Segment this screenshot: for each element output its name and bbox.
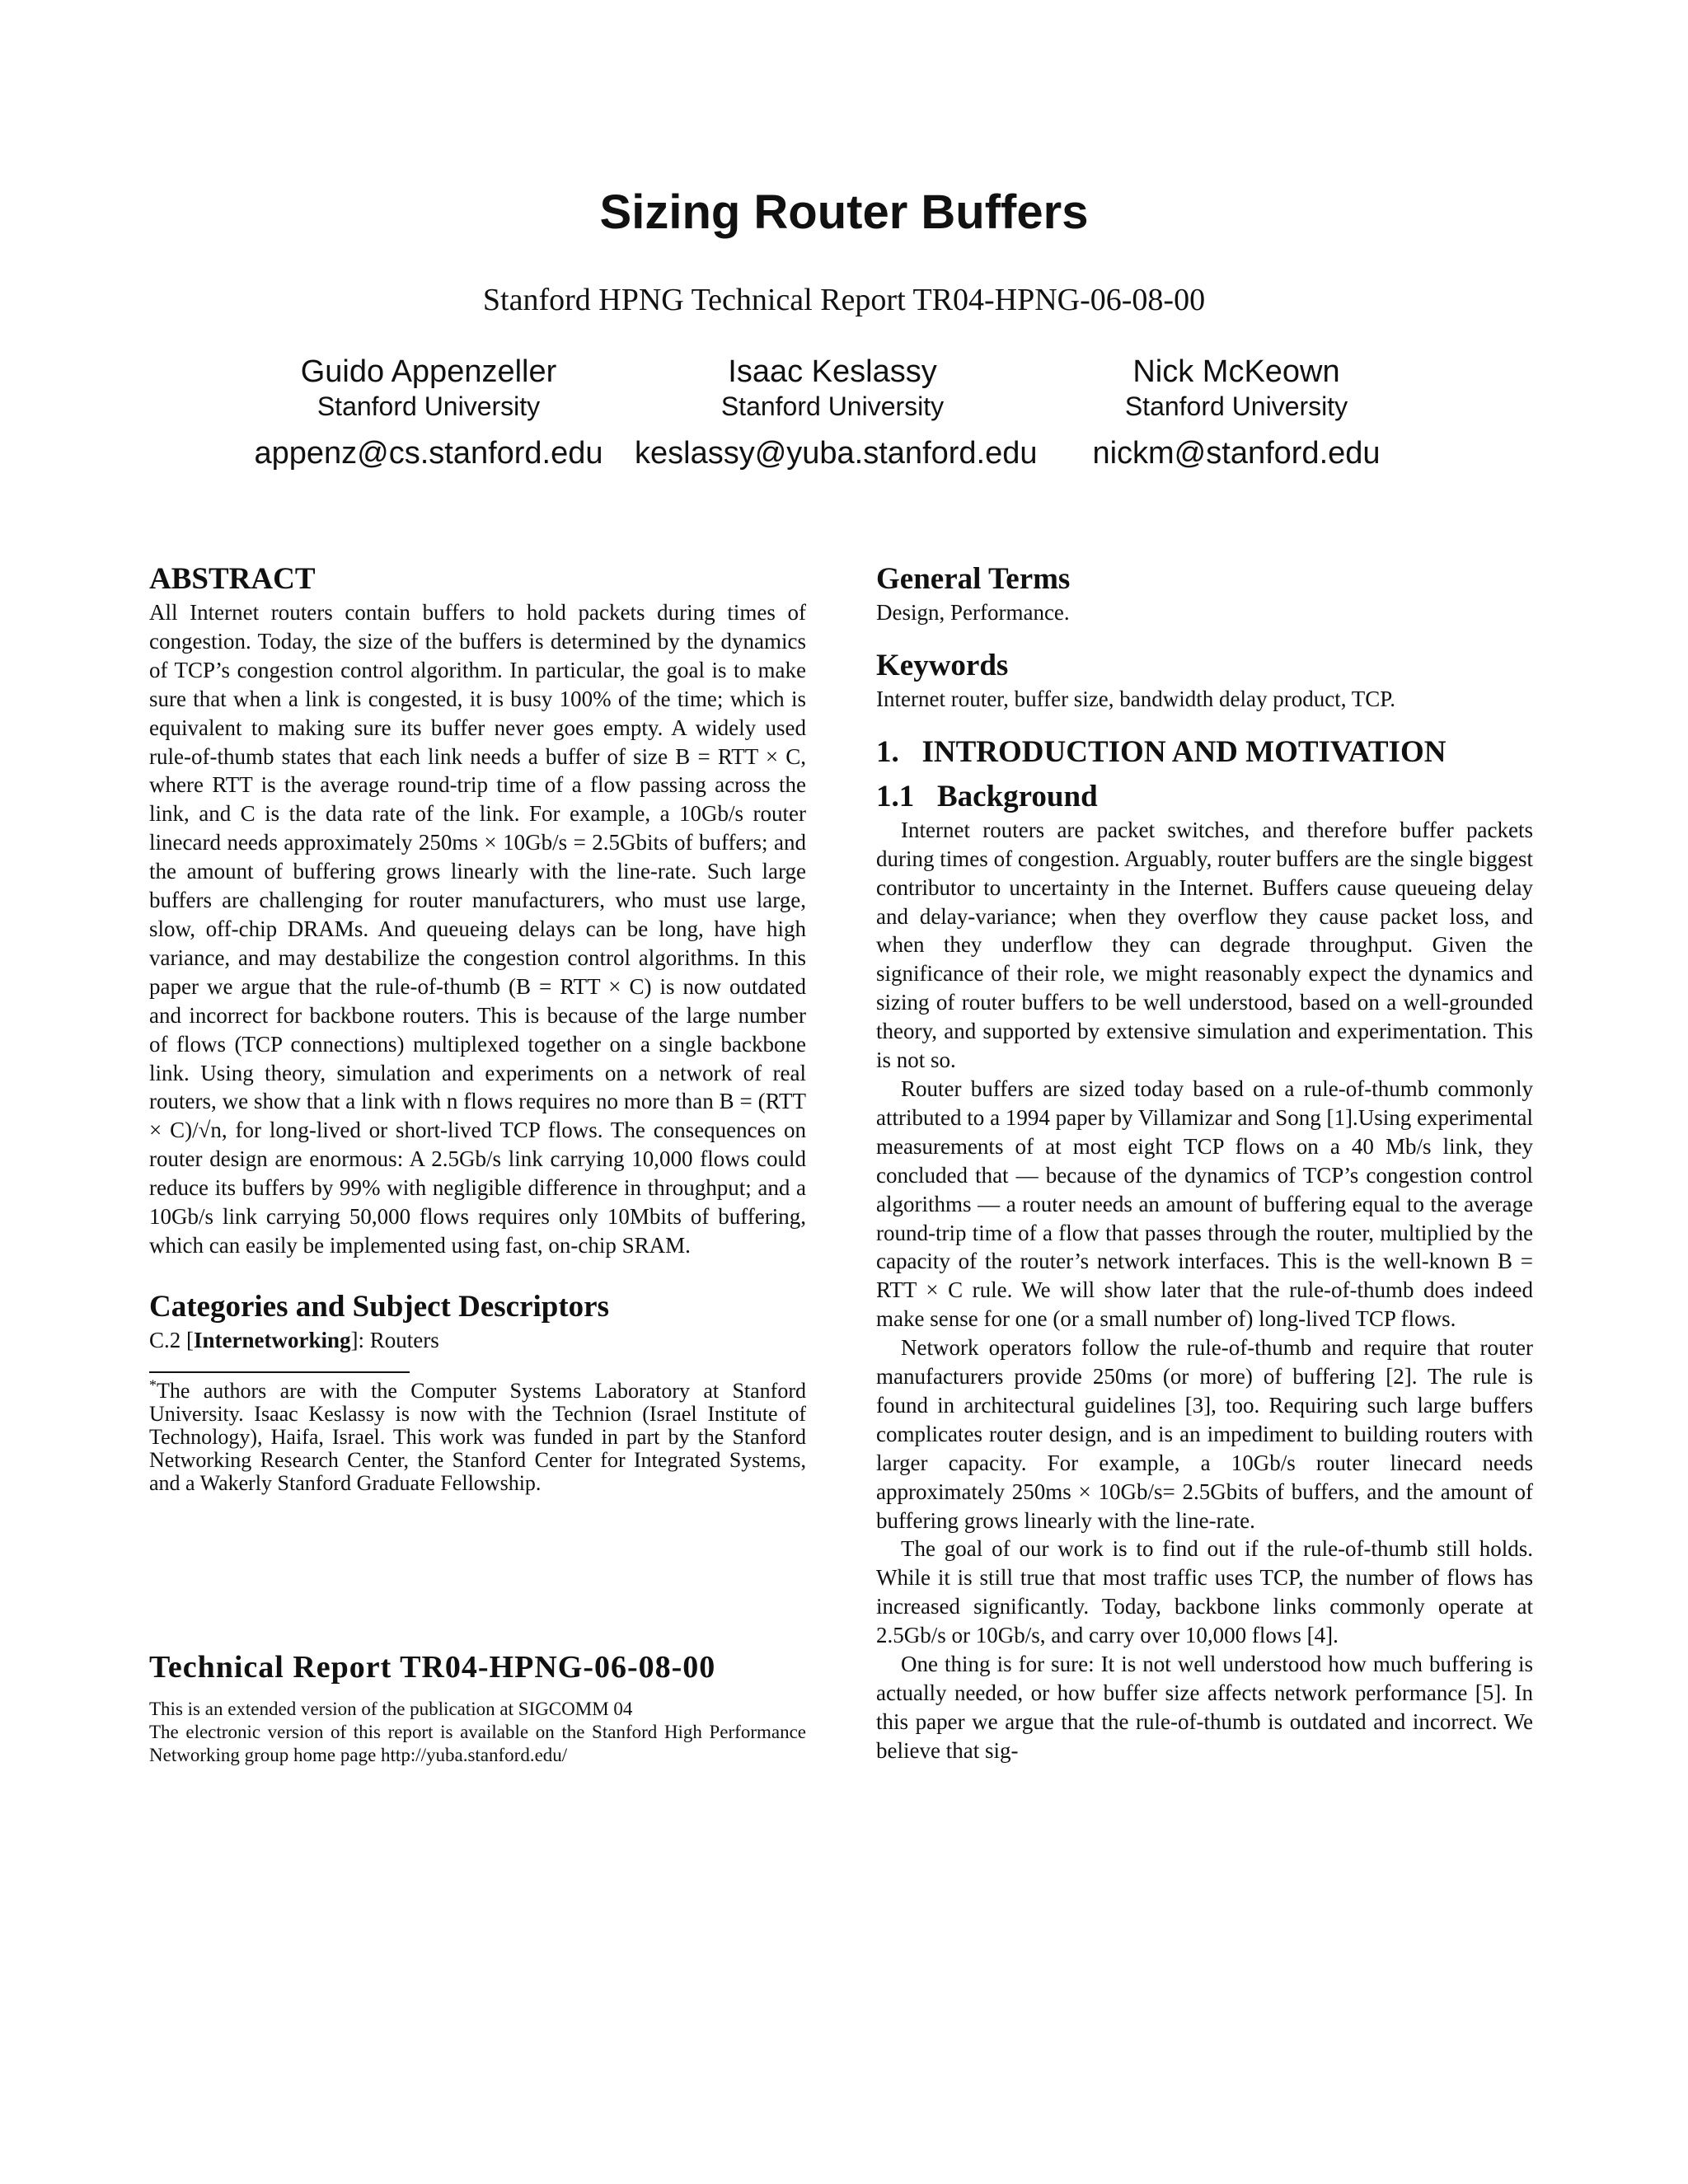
- author-block: [1071, 353, 1401, 472]
- author-email: appenz@cs.stanford.edu: [254, 436, 603, 471]
- category-bold: Internetworking: [194, 1327, 351, 1352]
- author-block: [247, 353, 610, 472]
- category-rest: ]: Routers: [350, 1327, 439, 1352]
- intro-paragraph: Network operators follow the rule-of-thumb and require that router manufacturers provide 250ms (or more) of buffering [2]. The rule is found in architectural guidelines [3], too. Requiring such large buffers complicates router design, and is an impediment to building routers with larger capacity. For example, a 10Gb/s router linecard needs approximately 250ms × 10Gb/s= 2.5Gbits of buffers, and the amount of buffering grows linearly with the line-rate.: [876, 1335, 1533, 1533]
- abstract-text: All Internet routers contain buffers to hold packets during times of congestion. Today, the size of the buffers is determined by the dynamics of TCP’s congestion control algorithm. In particular, the goal is to make sure that when a link is congested, it is busy 100% of the time; which is equivalent to making sure its buffer never goes empty. A widely used rule-of-thumb states that each link needs a buffer of size B = RTT × C, where RTT is the average round-trip time of a flow passing across the link, and C is the data rate of the link. For example, a 10Gb/s router linecard needs approximately 250ms × 10Gb/s = 2.5Gbits of buffers; and the amount of buffering grows linearly with the line-rate. Such large buffers are challenging for router manufacturers, who must use large, slow, off-chip DRAMs. And queueing delays can be long, have high variance, and may destabilize the congestion control algorithms. In this paper we argue that the rule-of-thumb (B = RTT × C) is now outdated and incorrect for backbone routers. This is because of the large number of flows (TCP connections) multiplexed together on a single backbone link. Using theory, simulation and experiments on a network of real routers, we show that a link with n flows requires no more than B = (RTT × C)/√n, for long-lived or short-lived TCP flows. The consequences on router design are enormous: A 2.5Gb/s link carrying 10,000 flows could reduce its buffers by 99% with negligible difference in throughput; and a 10Gb/s link carrying 50,000 flows requires only 10Mbits of buffering, which can easily be implemented using fast, on-chip SRAM.: [149, 600, 806, 1258]
- intro-paragraph: One thing is for sure: It is not well understood how much buffering is actually needed, or how buffer size affects network performance [5]. In this paper we argue that the rule-of-thumb is outdated and incorrect. We believe that sig-: [876, 1652, 1533, 1763]
- footnote-mark: *: [149, 1376, 157, 1394]
- author-name: Isaac Keslassy: [728, 354, 937, 389]
- tech-report-note-2: The electronic version of this report is available on the Stanford High Performance Networking group home page http://yuba.stanford.edu/: [149, 1721, 806, 1765]
- general-terms-text: Design, Performance.: [876, 600, 1070, 625]
- categories-text: [149, 1326, 806, 1355]
- keywords-text: Internet router, buffer size, bandwidth delay product, TCP.: [876, 686, 1396, 711]
- intro-paragraph: Router buffers are sized today based on a rule-of-thumb commonly attributed to a 1994 paper by Villamizar and Song [1].Using experimental measurements of at most eight TCP flows on a 40 Mb/s link, they concluded that — because of the dynamics of TCP’s congestion control algorithms — a router needs an amount of buffering equal to the average round-trip time of a flow that passes through the router, multiplied by the capacity of the router’s network interfaces. This is the well-known B = RTT × C rule. We will show later that the rule-of-thumb does indeed make sense for one (or a small number of) long-lived TCP flows.: [876, 1076, 1533, 1332]
- author-affiliation: Stanford University: [720, 391, 945, 421]
- categories-heading: Categories and Subject Descriptors: [149, 1289, 609, 1324]
- left-column: [149, 560, 806, 1767]
- author-block: [635, 353, 1038, 472]
- footnote-rule: [149, 1371, 410, 1373]
- author-affiliation: Stanford University: [316, 391, 541, 421]
- author-name: Nick McKeown: [1132, 354, 1340, 389]
- intro-paragraph: Internet routers are packet switches, and therefore buffer packets during times of congestion. Arguably, router buffers are the single biggest contributor to uncertainty in the Internet. Buffers cause queueing delay and delay-variance; when they overflow they cause packet loss, and when they underflow they can degrade throughput. Given the significance of their role, we might reasonably expect the dynamics and sizing of router buffers to be well understood, based on a well-grounded theory, and supported by extensive simulation and experimentation. This is not so.: [876, 817, 1533, 1073]
- author-name: Guido Appenzeller: [300, 354, 557, 389]
- section-heading: 1. INTRODUCTION AND MOTIVATION: [876, 734, 1447, 769]
- subsection-heading: 1.1 Background: [876, 779, 1098, 813]
- category-code: C.2 [: [149, 1327, 194, 1352]
- author-email: keslassy@yuba.stanford.edu: [635, 436, 1038, 471]
- intro-paragraph: The goal of our work is to find out if the rule-of-thumb still holds. While it is still true that most traffic uses TCP, the number of flows has increased significantly. Today, backbone links commonly operate at 2.5Gb/s or 10Gb/s, and carry over 10,000 flows [4].: [876, 1536, 1533, 1648]
- report-subtitle: Stanford HPNG Technical Report TR04-HPNG-06-08-00: [482, 283, 1206, 317]
- paper-title: Sizing Router Buffers: [599, 185, 1089, 239]
- abstract-heading: ABSTRACT: [149, 562, 316, 596]
- tech-report-heading: Technical Report TR04-HPNG-06-08-00: [149, 1649, 716, 1685]
- tech-report-note-1: This is an extended version of the publication at SIGCOMM 04: [149, 1698, 633, 1719]
- right-column: [876, 560, 1533, 1765]
- footnote-text: The authors are with the Computer Systems Laboratory at Stanford University. Isaac Keslassy is now with the Technion (Israel Institute of Technology), Haifa, Israel. This work was funded in part by the Stanford Networking Research Center, the Stanford Center for Integrated Systems, and a Wakerly Stanford Graduate Fellowship.: [149, 1378, 806, 1495]
- footnote: [149, 1376, 806, 1495]
- author-affiliation: Stanford University: [1124, 391, 1348, 421]
- author-email: nickm@stanford.edu: [1092, 436, 1381, 471]
- keywords-heading: Keywords: [876, 648, 1009, 682]
- general-terms-heading: General Terms: [876, 562, 1071, 596]
